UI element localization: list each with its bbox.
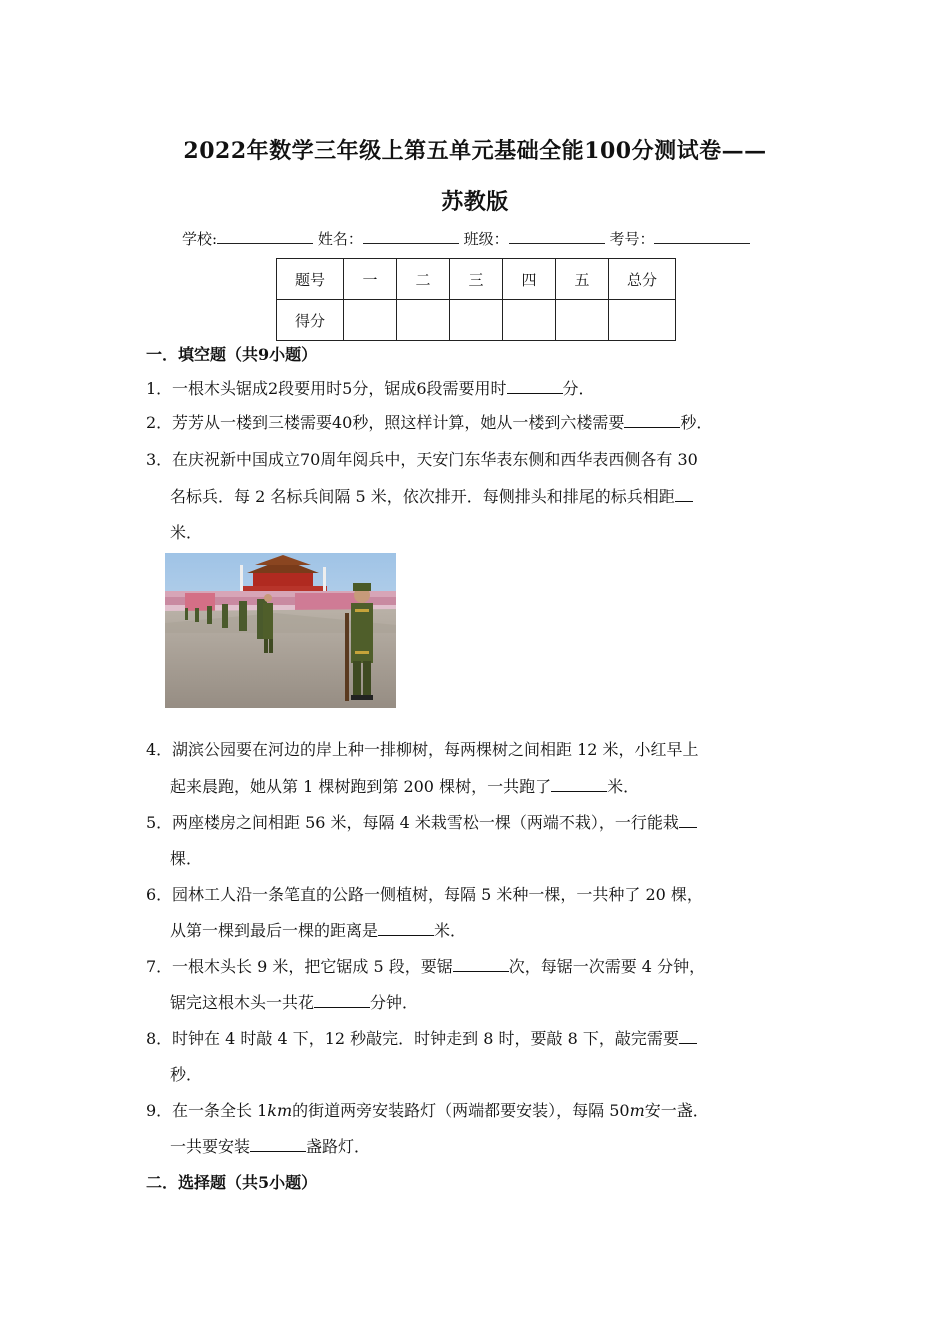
unit-m: m (629, 1101, 645, 1120)
question-number: 4． (146, 740, 173, 759)
answer-blank[interactable] (507, 375, 563, 394)
question-number: 7． (146, 957, 173, 976)
question-text: 次，每锯一次需要 4 分钟， (508, 957, 706, 976)
question-1 (146, 370, 595, 407)
score-cell[interactable] (556, 300, 609, 341)
question-text: 园林工人沿一条笔直的公路一侧植树，每隔 5 米种一棵，一共种了 20 棵， (172, 885, 703, 904)
question-5-line2: 棵． (170, 849, 203, 868)
answer-blank[interactable] (679, 809, 697, 828)
question-number: 5． (146, 813, 173, 832)
answer-blank[interactable] (250, 1133, 306, 1152)
score-header-cell: 题号 (277, 259, 344, 300)
question-9 (146, 1092, 709, 1129)
question-7-line2 (170, 984, 418, 1021)
question-text: 起来晨跑，她从第 1 棵树跑到第 200 棵树，一共跑了 (170, 777, 552, 796)
answer-blank[interactable] (624, 409, 680, 428)
question-7 (146, 948, 705, 985)
score-header-cell: 五 (556, 259, 609, 300)
question-text: 一根木头长 9 米，把它锯成 5 段，要锯 (172, 957, 453, 976)
parade-photo (165, 553, 396, 708)
question-number: 8． (146, 1029, 173, 1048)
score-row-label: 得分 (277, 300, 344, 341)
score-cell[interactable] (397, 300, 450, 341)
question-9-line2 (170, 1128, 370, 1165)
question-4 (146, 731, 699, 768)
class-blank[interactable] (509, 229, 605, 244)
answer-blank[interactable] (453, 953, 509, 972)
question-text: 分钟． (370, 993, 419, 1012)
question-text: 安一盏． (644, 1101, 709, 1120)
question-8 (146, 1020, 697, 1057)
score-cell[interactable] (344, 300, 397, 341)
question-text: 在一条全长 1 (172, 1101, 268, 1120)
school-blank[interactable] (217, 229, 313, 244)
question-text: 两座楼房之间相距 56 米，每隔 4 米栽雪松一棵（两端不栽），一行能栽 (172, 813, 679, 832)
answer-blank[interactable] (378, 917, 434, 936)
exam-title-line2: 苏教版 (441, 189, 509, 215)
question-text: 一根木头锯成2段要用时5分，锯成6段需要用时 (172, 379, 507, 398)
question-number: 6． (146, 885, 173, 904)
score-header-cell: 三 (450, 259, 503, 300)
question-text: 秒． (680, 413, 713, 432)
question-3-line3: 米． (170, 523, 203, 542)
question-text: 从第一棵到最后一棵的距离是 (170, 921, 379, 940)
student-info-line (182, 228, 750, 249)
answer-blank[interactable] (679, 1025, 697, 1044)
question-text: 芳芳从一楼到三楼需要40秒，照这样计算，她从一楼到六楼需要 (172, 413, 625, 432)
question-text: 在庆祝新中国成立70周年阅兵中，天安门东华表东侧和西华表西侧各有 30 (172, 450, 698, 469)
score-header-cell: 二 (397, 259, 450, 300)
name-label: 姓名： (317, 230, 363, 248)
unit-km: km (267, 1101, 293, 1120)
answer-blank[interactable] (675, 483, 693, 502)
question-text: 锯完这根木头一共花 (170, 993, 315, 1012)
question-text: 时钟在 4 时敲 4 下，12 秒敲完．时钟走到 8 时，要敲 8 下，敲完需要 (172, 1029, 679, 1048)
question-number: 3． (146, 450, 173, 469)
question-text: 盏路灯． (306, 1137, 371, 1156)
question-text: 一共要安装 (170, 1137, 251, 1156)
score-cell[interactable] (503, 300, 556, 341)
question-text: 名标兵．每 2 名标兵间隔 5 米，依次排开．每侧排头和排尾的标兵相距 (170, 487, 675, 506)
question-number: 1． (146, 379, 173, 398)
section-fill-in-heading: 一．填空题（共9小题） (146, 345, 318, 364)
score-table (276, 258, 676, 341)
question-text: 湖滨公园要在河边的岸上种一排柳树，每两棵树之间相距 12 米，小红早上 (172, 740, 699, 759)
question-3-line2 (170, 478, 693, 515)
class-label: 班级： (463, 230, 509, 248)
score-header-cell: 四 (503, 259, 556, 300)
question-2 (146, 404, 712, 441)
exam-number-blank[interactable] (654, 229, 750, 244)
question-number: 9． (146, 1101, 173, 1120)
section-choice-heading: 二．选择题（共5小题） (146, 1173, 318, 1192)
score-table-header-row (277, 259, 676, 300)
question-text: 米． (434, 921, 467, 940)
score-cell[interactable] (609, 300, 676, 341)
school-label: 学校: (182, 230, 218, 248)
question-6-line2 (170, 912, 466, 949)
answer-blank[interactable] (551, 773, 607, 792)
answer-blank[interactable] (314, 989, 370, 1008)
exam-title-line1: 2022年数学三年级上第五单元基础全能100分测试卷—— (183, 138, 767, 164)
question-text: 的街道两旁安装路灯（两端都要安装），每隔 50 (292, 1101, 630, 1120)
question-number: 2． (146, 413, 173, 432)
score-cell[interactable] (450, 300, 503, 341)
question-6 (146, 876, 703, 913)
question-5 (146, 804, 697, 841)
question-text: 米． (607, 777, 640, 796)
question-8-line2: 秒． (170, 1065, 203, 1084)
parade-photo-illustration (165, 553, 396, 708)
question-3 (146, 441, 698, 478)
exam-number-label: 考号： (609, 230, 655, 248)
score-header-cell: 总分 (609, 259, 676, 300)
score-header-cell: 一 (344, 259, 397, 300)
score-table-score-row (277, 300, 676, 341)
name-blank[interactable] (363, 229, 459, 244)
question-4-line2 (170, 768, 639, 805)
question-text: 分． (562, 379, 595, 398)
